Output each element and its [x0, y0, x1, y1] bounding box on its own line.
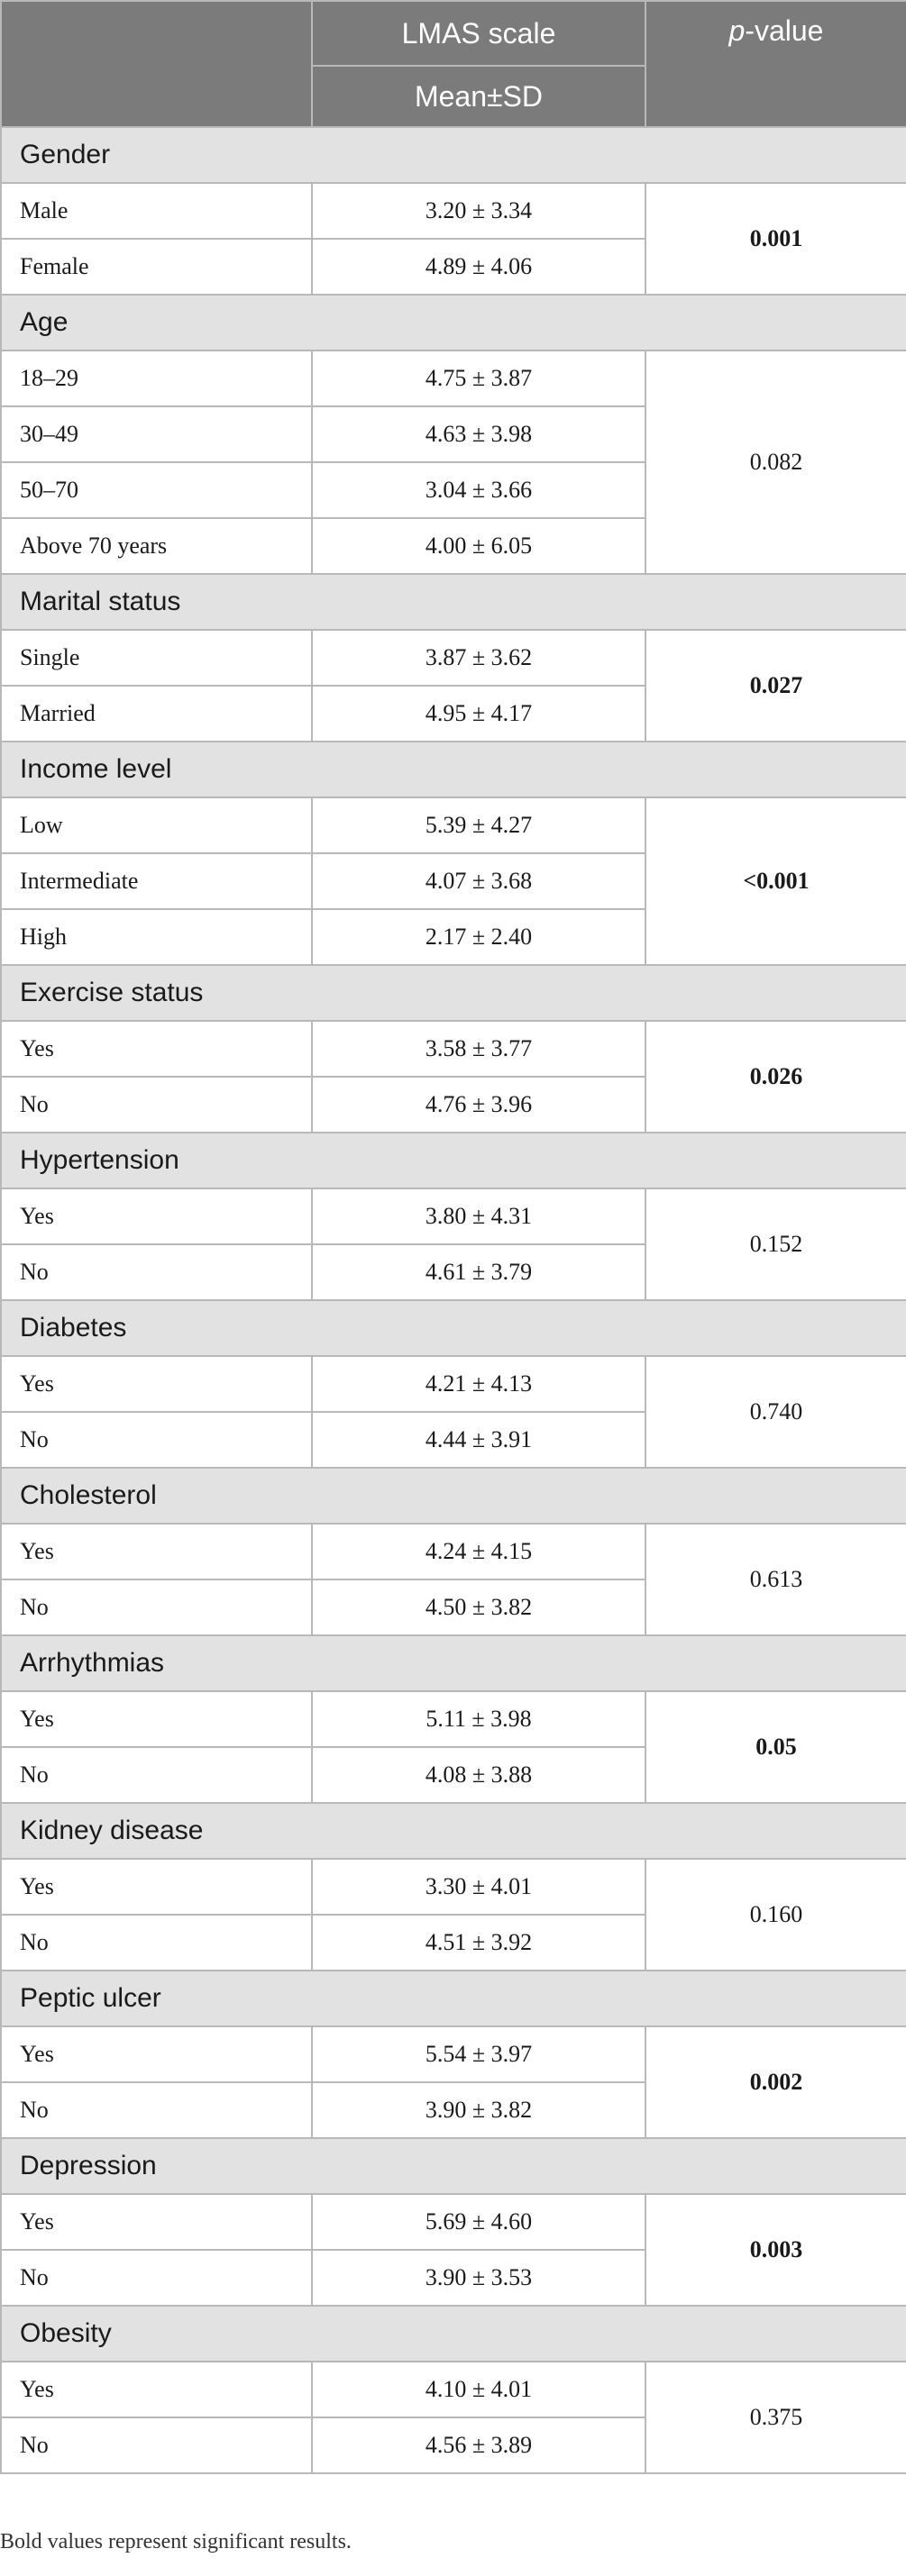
row-label: No	[1, 2250, 312, 2306]
section-title: Hypertension	[1, 1133, 906, 1188]
row-mean-sd: 5.39 ± 4.27	[312, 797, 645, 853]
row-mean-sd: 4.08 ± 3.88	[312, 1747, 645, 1803]
header-scale-title: LMAS scale	[312, 1, 645, 66]
section-title: Marital status	[1, 574, 906, 630]
table-row	[1, 1859, 906, 1915]
row-mean-sd: 4.61 ± 3.79	[312, 1244, 645, 1300]
section-row	[1, 2306, 906, 2362]
row-mean-sd: 3.04 ± 3.66	[312, 462, 645, 518]
p-value-cell: 0.740	[645, 1356, 906, 1468]
row-mean-sd: 3.58 ± 3.77	[312, 1021, 645, 1077]
row-mean-sd: 5.54 ± 3.97	[312, 2026, 645, 2082]
table-row	[1, 2194, 906, 2250]
row-mean-sd: 5.11 ± 3.98	[312, 1691, 645, 1747]
p-value-cell: 0.152	[645, 1188, 906, 1300]
section-row	[1, 295, 906, 350]
table-row	[1, 1524, 906, 1579]
row-mean-sd: 3.87 ± 3.62	[312, 630, 645, 686]
table-row	[1, 797, 906, 853]
row-mean-sd: 4.76 ± 3.96	[312, 1077, 645, 1133]
row-label: No	[1, 1244, 312, 1300]
row-mean-sd: 4.21 ± 4.13	[312, 1356, 645, 1412]
section-row	[1, 1468, 906, 1524]
row-mean-sd: 4.63 ± 3.98	[312, 406, 645, 462]
section-row	[1, 1971, 906, 2026]
row-mean-sd: 4.56 ± 3.89	[312, 2417, 645, 2473]
section-title: Gender	[1, 127, 906, 183]
p-value-cell: 0.027	[645, 630, 906, 742]
table-row	[1, 1188, 906, 1244]
row-label: No	[1, 1412, 312, 1468]
header-row	[1, 1, 906, 66]
section-row	[1, 1803, 906, 1859]
header-p-italic: p	[728, 14, 746, 47]
row-label: 30–49	[1, 406, 312, 462]
row-label: Above 70 years	[1, 518, 312, 574]
section-title: Obesity	[1, 2306, 906, 2362]
table-row	[1, 2362, 906, 2417]
p-value-cell: 0.026	[645, 1021, 906, 1133]
section-title: Arrhythmias	[1, 1635, 906, 1691]
table-row	[1, 350, 906, 406]
header-p-rest: -value	[745, 14, 824, 47]
p-value-cell: 0.082	[645, 350, 906, 574]
p-value-cell: 0.160	[645, 1859, 906, 1971]
row-mean-sd: 3.20 ± 3.34	[312, 183, 645, 239]
p-value-cell: <0.001	[645, 797, 906, 965]
header-scale-sub: Mean±SD	[312, 66, 645, 127]
row-label: Intermediate	[1, 853, 312, 909]
row-label: Yes	[1, 1356, 312, 1412]
section-title: Kidney disease	[1, 1803, 906, 1859]
section-title: Peptic ulcer	[1, 1971, 906, 2026]
row-label: Yes	[1, 1524, 312, 1579]
section-title: Exercise status	[1, 965, 906, 1021]
row-label: High	[1, 909, 312, 965]
section-row	[1, 1133, 906, 1188]
row-mean-sd: 4.07 ± 3.68	[312, 853, 645, 909]
p-value-cell: 0.001	[645, 183, 906, 295]
section-title: Age	[1, 295, 906, 350]
row-mean-sd: 3.30 ± 4.01	[312, 1859, 645, 1915]
row-mean-sd: 4.89 ± 4.06	[312, 239, 645, 295]
section-title: Income level	[1, 742, 906, 797]
section-row	[1, 965, 906, 1021]
p-value-cell: 0.003	[645, 2194, 906, 2306]
row-mean-sd: 5.69 ± 4.60	[312, 2194, 645, 2250]
header-blank-cell	[1, 1, 312, 127]
row-label: Yes	[1, 2362, 312, 2417]
table-row	[1, 183, 906, 239]
table-row	[1, 1021, 906, 1077]
row-label: No	[1, 2417, 312, 2473]
table-row	[1, 1356, 906, 1412]
row-label: No	[1, 1077, 312, 1133]
section-row	[1, 127, 906, 183]
row-mean-sd: 4.51 ± 3.92	[312, 1915, 645, 1971]
row-mean-sd: 4.00 ± 6.05	[312, 518, 645, 574]
row-label: No	[1, 1915, 312, 1971]
row-label: Male	[1, 183, 312, 239]
section-row	[1, 1635, 906, 1691]
row-mean-sd: 2.17 ± 2.40	[312, 909, 645, 965]
p-value-cell: 0.05	[645, 1691, 906, 1803]
row-mean-sd: 3.80 ± 4.31	[312, 1188, 645, 1244]
row-label: Female	[1, 239, 312, 295]
row-label: No	[1, 2082, 312, 2138]
table-body	[1, 127, 906, 2473]
section-title: Diabetes	[1, 1300, 906, 1356]
row-label: Yes	[1, 2194, 312, 2250]
section-row	[1, 574, 906, 630]
section-title: Depression	[1, 2138, 906, 2194]
table-row	[1, 1691, 906, 1747]
section-row	[1, 2138, 906, 2194]
row-mean-sd: 4.44 ± 3.91	[312, 1412, 645, 1468]
row-mean-sd: 4.75 ± 3.87	[312, 350, 645, 406]
row-mean-sd: 3.90 ± 3.53	[312, 2250, 645, 2306]
section-row	[1, 742, 906, 797]
p-value-cell: 0.002	[645, 2026, 906, 2138]
row-mean-sd: 4.50 ± 3.82	[312, 1579, 645, 1635]
row-mean-sd: 4.24 ± 4.15	[312, 1524, 645, 1579]
p-value-cell: 0.613	[645, 1524, 906, 1635]
row-mean-sd: 4.10 ± 4.01	[312, 2362, 645, 2417]
header-p-value	[645, 1, 906, 127]
row-label: Yes	[1, 1859, 312, 1915]
footnote: Bold values represent significant results.	[0, 2530, 352, 2553]
row-label: Low	[1, 797, 312, 853]
row-label: 50–70	[1, 462, 312, 518]
row-label: Yes	[1, 1021, 312, 1077]
row-label: Single	[1, 630, 312, 686]
p-value-cell: 0.375	[645, 2362, 906, 2473]
row-mean-sd: 3.90 ± 3.82	[312, 2082, 645, 2138]
row-label: Yes	[1, 1691, 312, 1747]
section-title: Cholesterol	[1, 1468, 906, 1524]
row-mean-sd: 4.95 ± 4.17	[312, 686, 645, 742]
table-row	[1, 630, 906, 686]
row-label: No	[1, 1579, 312, 1635]
row-label: Yes	[1, 1188, 312, 1244]
row-label: No	[1, 1747, 312, 1803]
table-row	[1, 2026, 906, 2082]
row-label: Married	[1, 686, 312, 742]
row-label: 18–29	[1, 350, 312, 406]
row-label: Yes	[1, 2026, 312, 2082]
section-row	[1, 1300, 906, 1356]
